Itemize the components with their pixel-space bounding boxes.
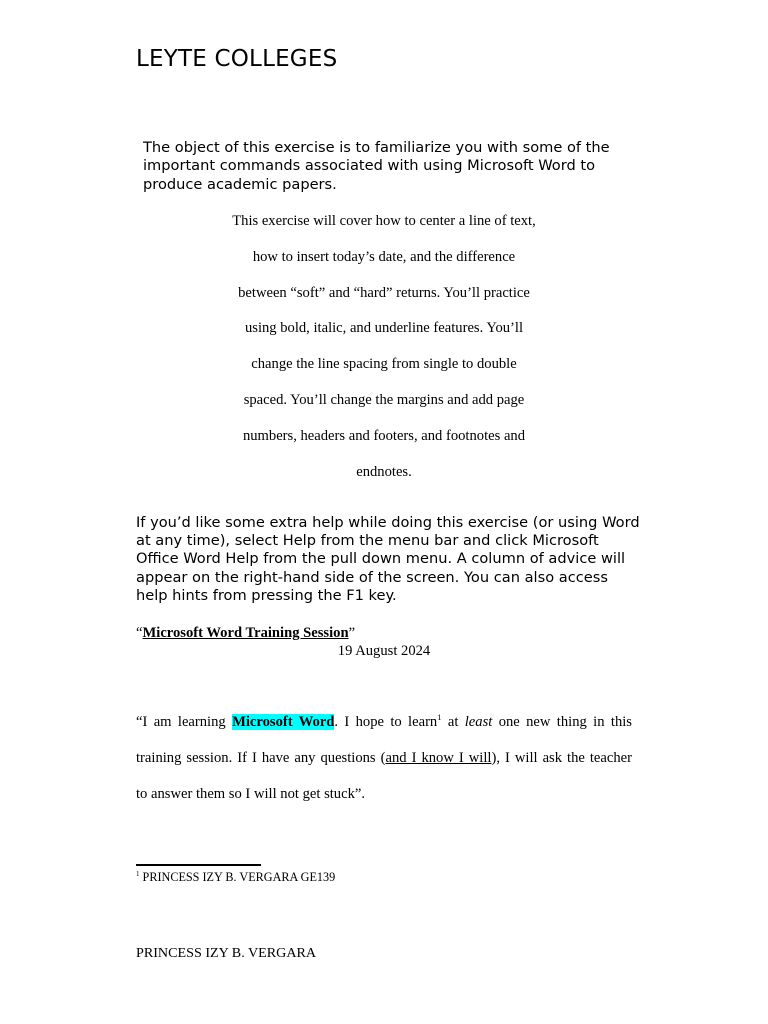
quote-text: . I hope to learn — [334, 714, 438, 730]
footnote-separator — [136, 864, 261, 866]
highlighted-text: Microsoft Word — [232, 714, 335, 730]
open-quote: “ — [136, 625, 143, 641]
quote-paragraph — [136, 711, 632, 818]
footnote — [136, 868, 335, 886]
footnote-number: 1 — [136, 870, 140, 878]
page-footer: PRINCESS IZY B. VERGARA — [136, 945, 317, 961]
close-quote: ” — [348, 625, 356, 641]
quote-line — [136, 711, 632, 747]
quote-line — [136, 747, 632, 783]
quote-text: one new thing in this — [492, 714, 632, 730]
centered-line: This exercise will cover how to center a line of text, — [232, 213, 536, 229]
quote-line: to answer them so I will not get stuck”. — [136, 785, 365, 802]
centered-line: numbers, headers and footers, and footnotes and — [242, 427, 526, 444]
quote-text: training session. If I have any questions ( — [136, 749, 386, 766]
document-title: LEYTE COLLEGES — [136, 46, 338, 72]
session-title-text: Microsoft Word Training Session — [142, 625, 349, 641]
session-heading — [136, 623, 355, 643]
centered-line: between “soft” and “hard” returns. You’ll practice — [238, 284, 530, 301]
centered-line: spaced. You’ll change the margins and add page — [243, 391, 525, 408]
quote-text: ), I will ask the teacher — [491, 749, 633, 766]
centered-line: how to insert today’s date, and the difference — [252, 248, 516, 265]
centered-paragraph — [136, 210, 632, 496]
intro-paragraph: The object of this exercise is to familiarize you with some of the important commands associated with using Microsoft Word to produce academic papers. — [143, 139, 610, 193]
centered-line: using bold, italic, and underline features. You’ll — [244, 320, 524, 337]
help-paragraph: If you’d like some extra help while doing this exercise (or using Word at any time), select Help from the menu bar and click Microsoft Office Word Help from the pull down menu. A column of advice will appear on the right-hand side of the screen. You can also access help hints from pressing the F1 key. — [136, 514, 640, 604]
footnote-reference: 1 — [437, 712, 442, 722]
quote-text: “I am learning — [136, 714, 233, 730]
italic-text: least — [464, 714, 493, 730]
quote-text: at — [441, 714, 465, 730]
centered-line: change the line spacing from single to double — [251, 356, 517, 373]
underlined-text: and I know I will — [385, 749, 492, 766]
centered-line: endnotes. — [356, 463, 412, 480]
footnote-text: PRINCESS IZY B. VERGARA GE139 — [139, 870, 336, 884]
document-date: 19 August 2024 — [337, 643, 431, 659]
